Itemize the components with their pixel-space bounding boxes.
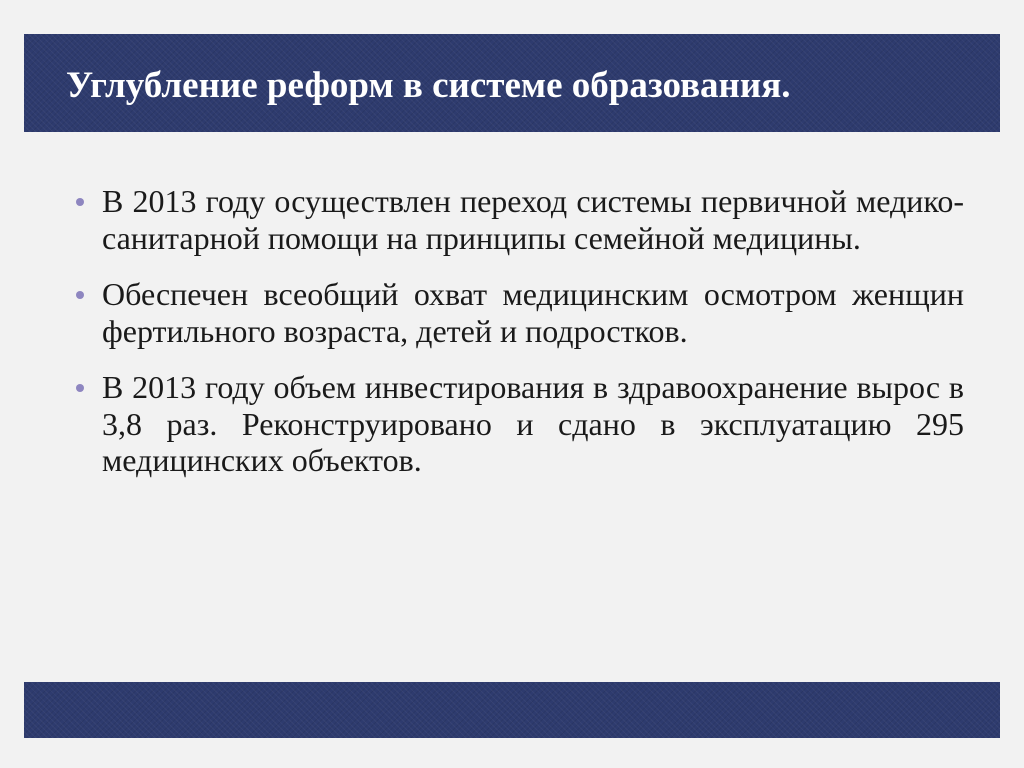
bullet-text: В 2013 году осуществлен переход системы первичной медико-санитарной помощи на принципы семейной медицины. [102,183,964,256]
bullet-text: В 2013 году объем инвестирования в здравоохранение вырос в 3,8 раз. Реконструировано и сдано в эксплуатацию 295 медицинских объектов. [102,369,964,478]
bullet-dot-icon [76,291,84,299]
bullet-item [76,183,964,256]
bullet-dot-icon [76,384,84,392]
bullet-item [76,276,964,349]
bullet-dot-icon [76,198,84,206]
bullet-list [76,183,964,499]
bullet-text: Обеспечен всеобщий охват медицинским осмотром женщин фертильного возраста, детей и подростков. [102,276,964,349]
slide-title: Углубление реформ в системе образования. [66,65,791,106]
footer-band [24,682,1000,738]
bullet-item [76,369,964,479]
